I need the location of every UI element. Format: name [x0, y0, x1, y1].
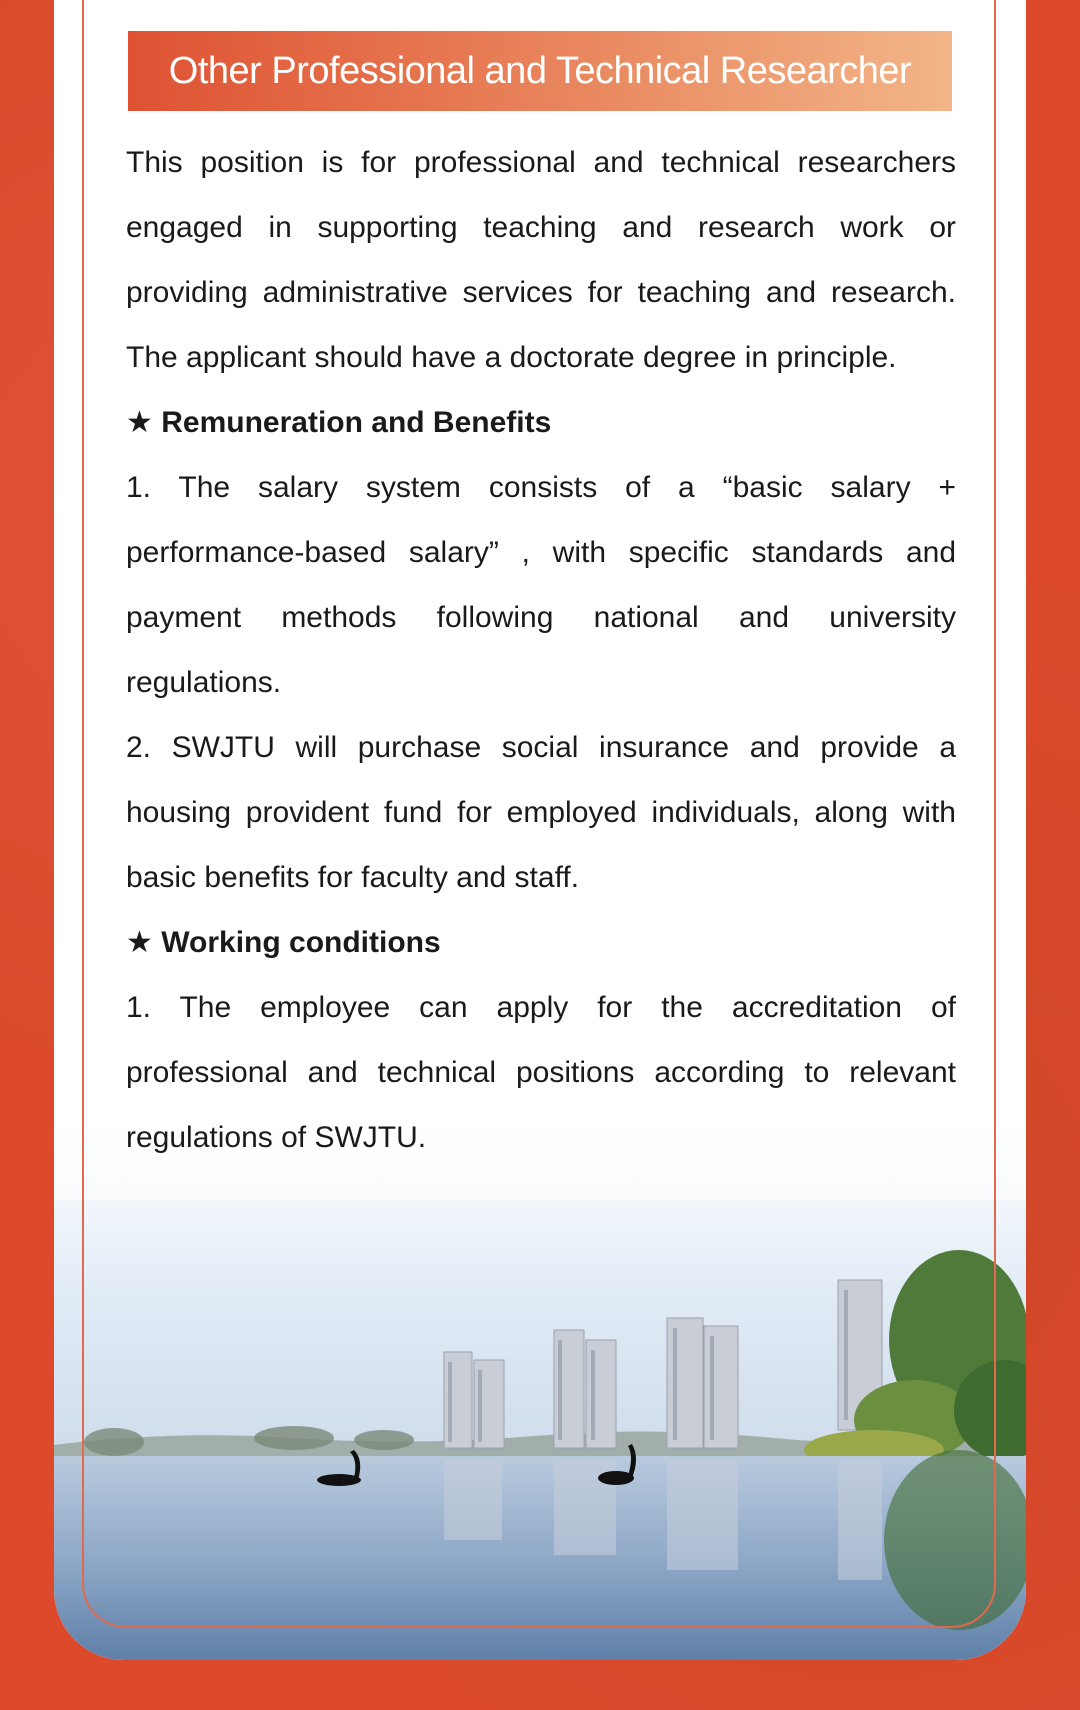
article-body	[126, 130, 956, 1170]
remuneration-item-1: 1. The salary system consists of a “basic salary + performance-based salary” , with specific standards and payment methods following national and university regulations.	[126, 471, 956, 699]
section-heading-remuneration: ★ Remuneration and Benefits	[126, 406, 552, 439]
intro-paragraph: This position is for professional and technical researchers engaged in supporting teaching and research work or providing administrative services for teaching and research. The applicant should have a doctorate degree in principle.	[126, 146, 956, 374]
working-conditions-item-1: 1. The employee can apply for the accreditation of professional and technical positions according to relevant regulations of SWJTU.	[126, 991, 956, 1154]
content-card	[54, 0, 1026, 1660]
remuneration-item-2: 2. SWJTU will purchase social insurance and provide a housing provident fund for employed individuals, along with basic benefits for faculty and staff.	[126, 731, 956, 894]
title-banner	[128, 31, 952, 111]
page-title: Other Professional and Technical Researcher	[168, 49, 912, 92]
section-heading-working-conditions: ★ Working conditions	[126, 926, 441, 959]
